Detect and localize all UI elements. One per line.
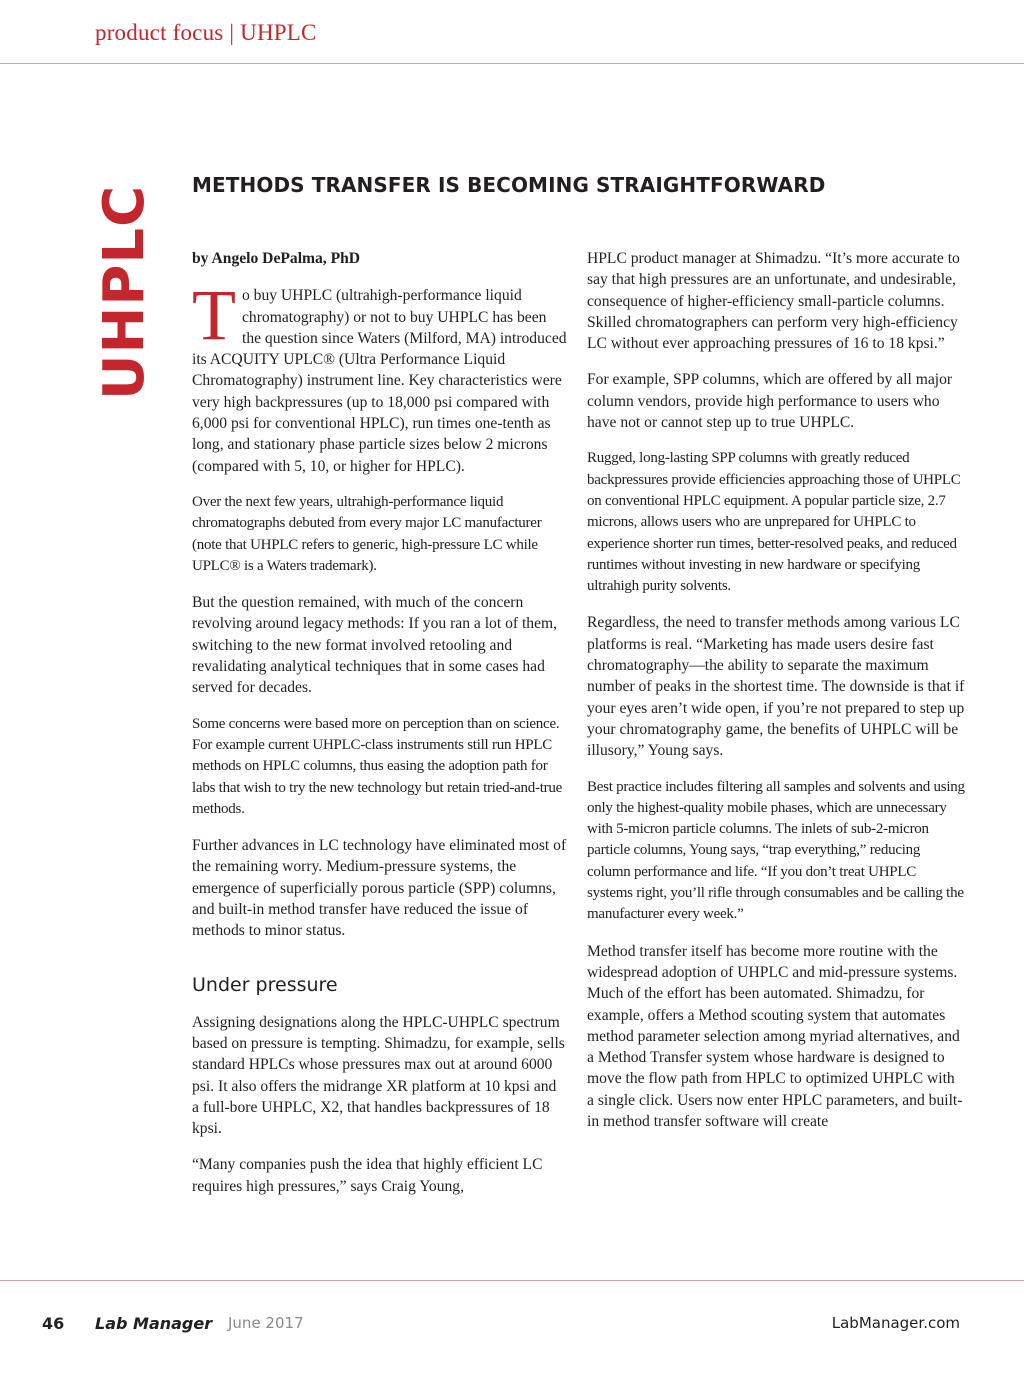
byline: by Angelo DePalma, PhD <box>192 250 361 267</box>
subhead-under-pressure: Under pressure <box>192 973 338 996</box>
section-header: product focus | UHPLC <box>95 20 317 45</box>
paragraph-5: Further advances in LC technology have eliminated most of the remaining worry. Medium-pressure systems, the emergence of superficially porous particle (SPP) columns, and built-in method transfer have reduced the issue of methods to minor status. <box>192 837 567 940</box>
intro-paragraph <box>192 275 567 477</box>
paragraph-12: Best practice includes filtering all samples and solvents and using only the highest-quality mobile phases, which are unnecessary with 5-micron particle columns. The inlets of sub-2-micron particle columns, Young says, “trap everything,” reducing column performance and life. “If you don’t treat UHPLC systems right, you’ll rifle through consumables and be calling the manufacturer every week.” <box>587 778 965 923</box>
article-title: METHODS TRANSFER IS BECOMING STRAIGHTFORWARD <box>192 173 826 197</box>
drop-cap: T <box>192 275 236 356</box>
paragraph-11: Regardless, the need to transfer methods among various LC platforms is real. “Marketing has made users desire fast chromatography—the ability to separate the maximum number of peaks in the shortest time. The downside is that if your eyes aren’t wide open, if you’re not prepared to step up your chromatography game, the benefits of UHPLC will be illusory,” Young says. <box>587 614 965 760</box>
page-number: 46 <box>42 1314 65 1333</box>
vertical-section-label: UHPLC <box>92 184 157 400</box>
left-column <box>192 248 567 1212</box>
paragraph-13: Method transfer itself has become more routine with the widespread adoption of UHPLC and mid-pressure systems. Much of the effort has been automated. Shimadzu, for example, offers a Method scouting system that automates method parameter selection among myriad alternatives, and a Method Transfer system whose hardware is designed to move the flow path from HPLC to optimized UHPLC with a single click. Users now enter HPLC parameters, and built-in method transfer software will create <box>587 942 963 1130</box>
footer-divider <box>0 1280 1024 1281</box>
paragraph-6: Assigning designations along the HPLC-UHPLC spectrum based on pressure is tempting. Shimadzu, for example, sells standard HPLCs whose pressures max out at around 6000 psi. It also offers the midrange XR platform at 10 kpsi and a full-bore UHPLC, X2, that handles backpressures of 18 kpsi. <box>192 1013 565 1138</box>
header-divider <box>0 63 1024 64</box>
intro-text: o buy UHPLC (ultrahigh-performance liquid chromatography) or not to buy UHPLC has been the question since Waters (Milford, MA) introduced its ACQUITY UPLC® (Ultra Performance Liquid Chromatography) instrument line. Key characteristics were very high backpressures (up to 18,000 psi compared with 6,000 psi for conventional HPLC), run times one-tenth as long, and stationary phase particle sizes below 2 microns (compared with 5, 10, or higher for HPLC). <box>192 287 567 475</box>
right-column <box>587 248 965 1147</box>
issue-date: June 2017 <box>228 1314 304 1332</box>
paragraph-8: HPLC product manager at Shimadzu. “It’s more accurate to say that high pressures are an unfortunate, and undesirable, consequence of higher-efficiency small-particle columns. Skilled chromatographers can perform very high-efficiency LC without ever approaching pressures of 16 to 18 kpsi.” <box>587 250 960 353</box>
paragraph-9: For example, SPP columns, which are offered by all major column vendors, provide high performance to users who have not or cannot step up to true UHPLC. <box>587 371 953 432</box>
publication-name: Lab Manager <box>95 1314 213 1333</box>
paragraph-3: But the question remained, with much of the concern revolving around legacy methods: If you ran a lot of them, switching to the new format involved retooling and revalidating analytical techniques that in some cases had served for decades. <box>192 594 558 697</box>
paragraph-4: Some concerns were based more on perception than on science. For example current UHPLC-class instruments still run HPLC methods on HPLC columns, thus easing the adoption path for labs that wish to try the new technology but retain tried-and-true methods. <box>192 715 563 817</box>
paragraph-2: Over the next few years, ultrahigh-performance liquid chromatographs debuted from every major LC manufacturer (note that UHPLC refers to generic, high-pressure LC while UPLC® is a Waters trademark). <box>192 493 542 574</box>
website-url: LabManager.com <box>831 1314 960 1332</box>
paragraph-10: Rugged, long-lasting SPP columns with greatly reduced backpressures provide efficiencies approaching those of UHPLC on conventional HPLC equipment. A popular particle size, 2.7 microns, allows users who are unprepared for UHPLC to experience shorter run times, better-resolved peaks, and reduced runtimes without investing in new hardware or specifying ultrahigh purity solvents. <box>587 450 961 595</box>
paragraph-7: “Many companies push the idea that highly efficient LC requires high pressures,” says Craig Young, <box>192 1156 543 1195</box>
